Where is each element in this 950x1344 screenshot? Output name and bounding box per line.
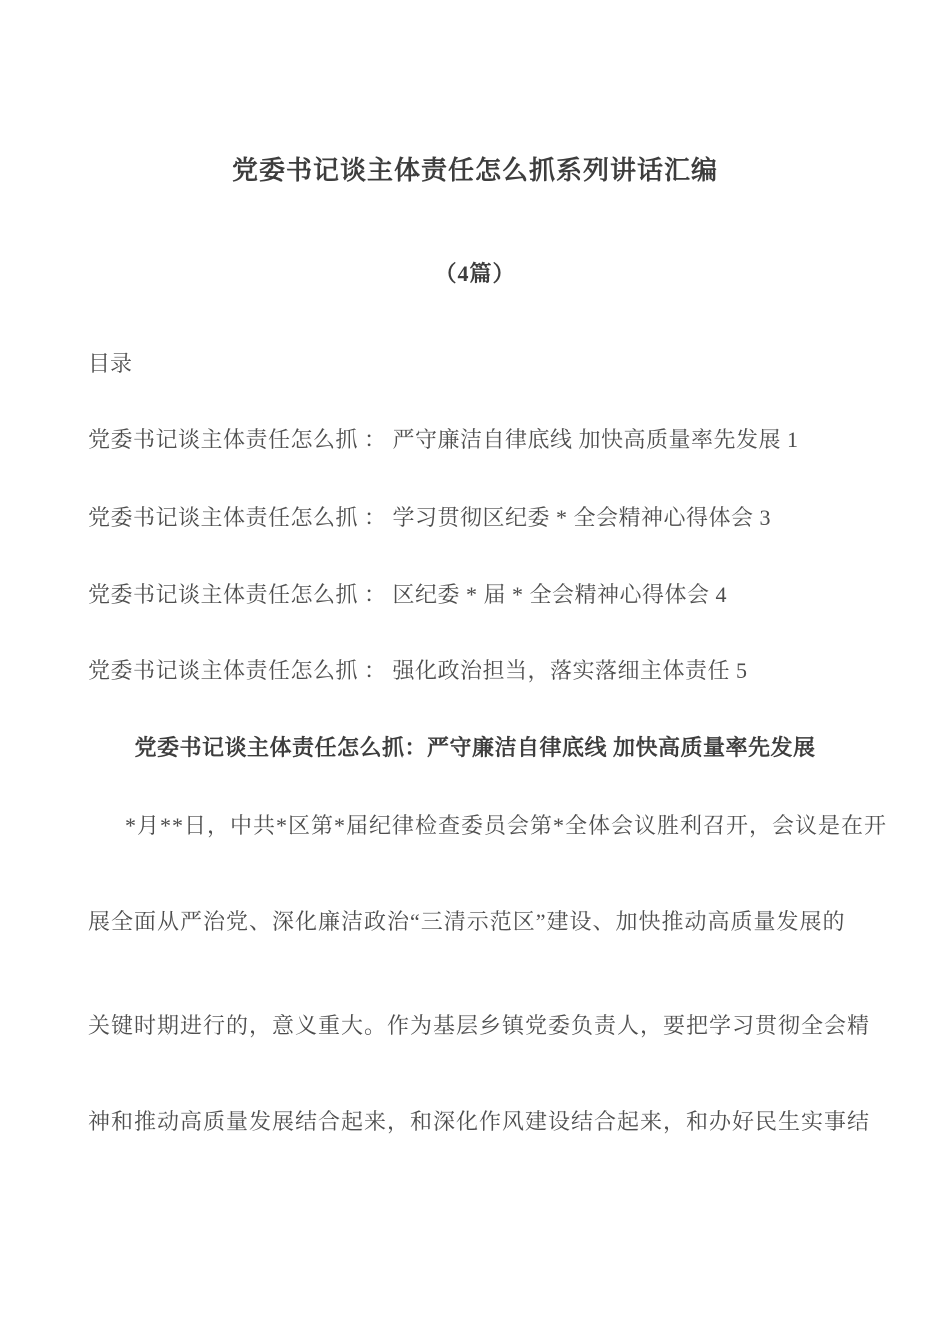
body-text-line: 展全面从严治党、深化廉洁政治“三清示范区”建设、加快推动高质量发展的 [88,909,846,934]
body-text-line: 关键时期进行的，意义重大。作为基层乡镇党委负责人，要把学习贯彻全会精 [88,1013,871,1038]
section-heading: 党委书记谈主体责任怎么抓：严守廉洁自律底线 加快高质量率先发展 [134,735,816,760]
document-subtitle: （4篇） [434,261,516,286]
body-text-line: 神和推动高质量发展结合起来，和深化作风建设结合起来，和办好民生实事结 [88,1109,871,1134]
document-title: 党委书记谈主体责任怎么抓系列讲话汇编 [231,156,718,185]
toc-entry: 党委书记谈主体责任怎么抓 ： 强化政治担当，落实落细主体责任 5 [88,658,748,683]
body-text-line: *月**日，中共*区第*届纪律检查委员会第*全体会议胜利召开，会议是在开 [125,813,888,838]
toc-entry: 党委书记谈主体责任怎么抓 ： 学习贯彻区纪委 * 全会精神心得体会 3 [88,505,772,530]
toc-heading: 目录 [88,351,133,376]
toc-entry: 党委书记谈主体责任怎么抓 ： 区纪委 * 届 * 全会精神心得体会 4 [88,582,728,607]
toc-entry: 党委书记谈主体责任怎么抓 ： 严守廉洁自律底线 加快高质量率先发展 1 [88,427,799,452]
